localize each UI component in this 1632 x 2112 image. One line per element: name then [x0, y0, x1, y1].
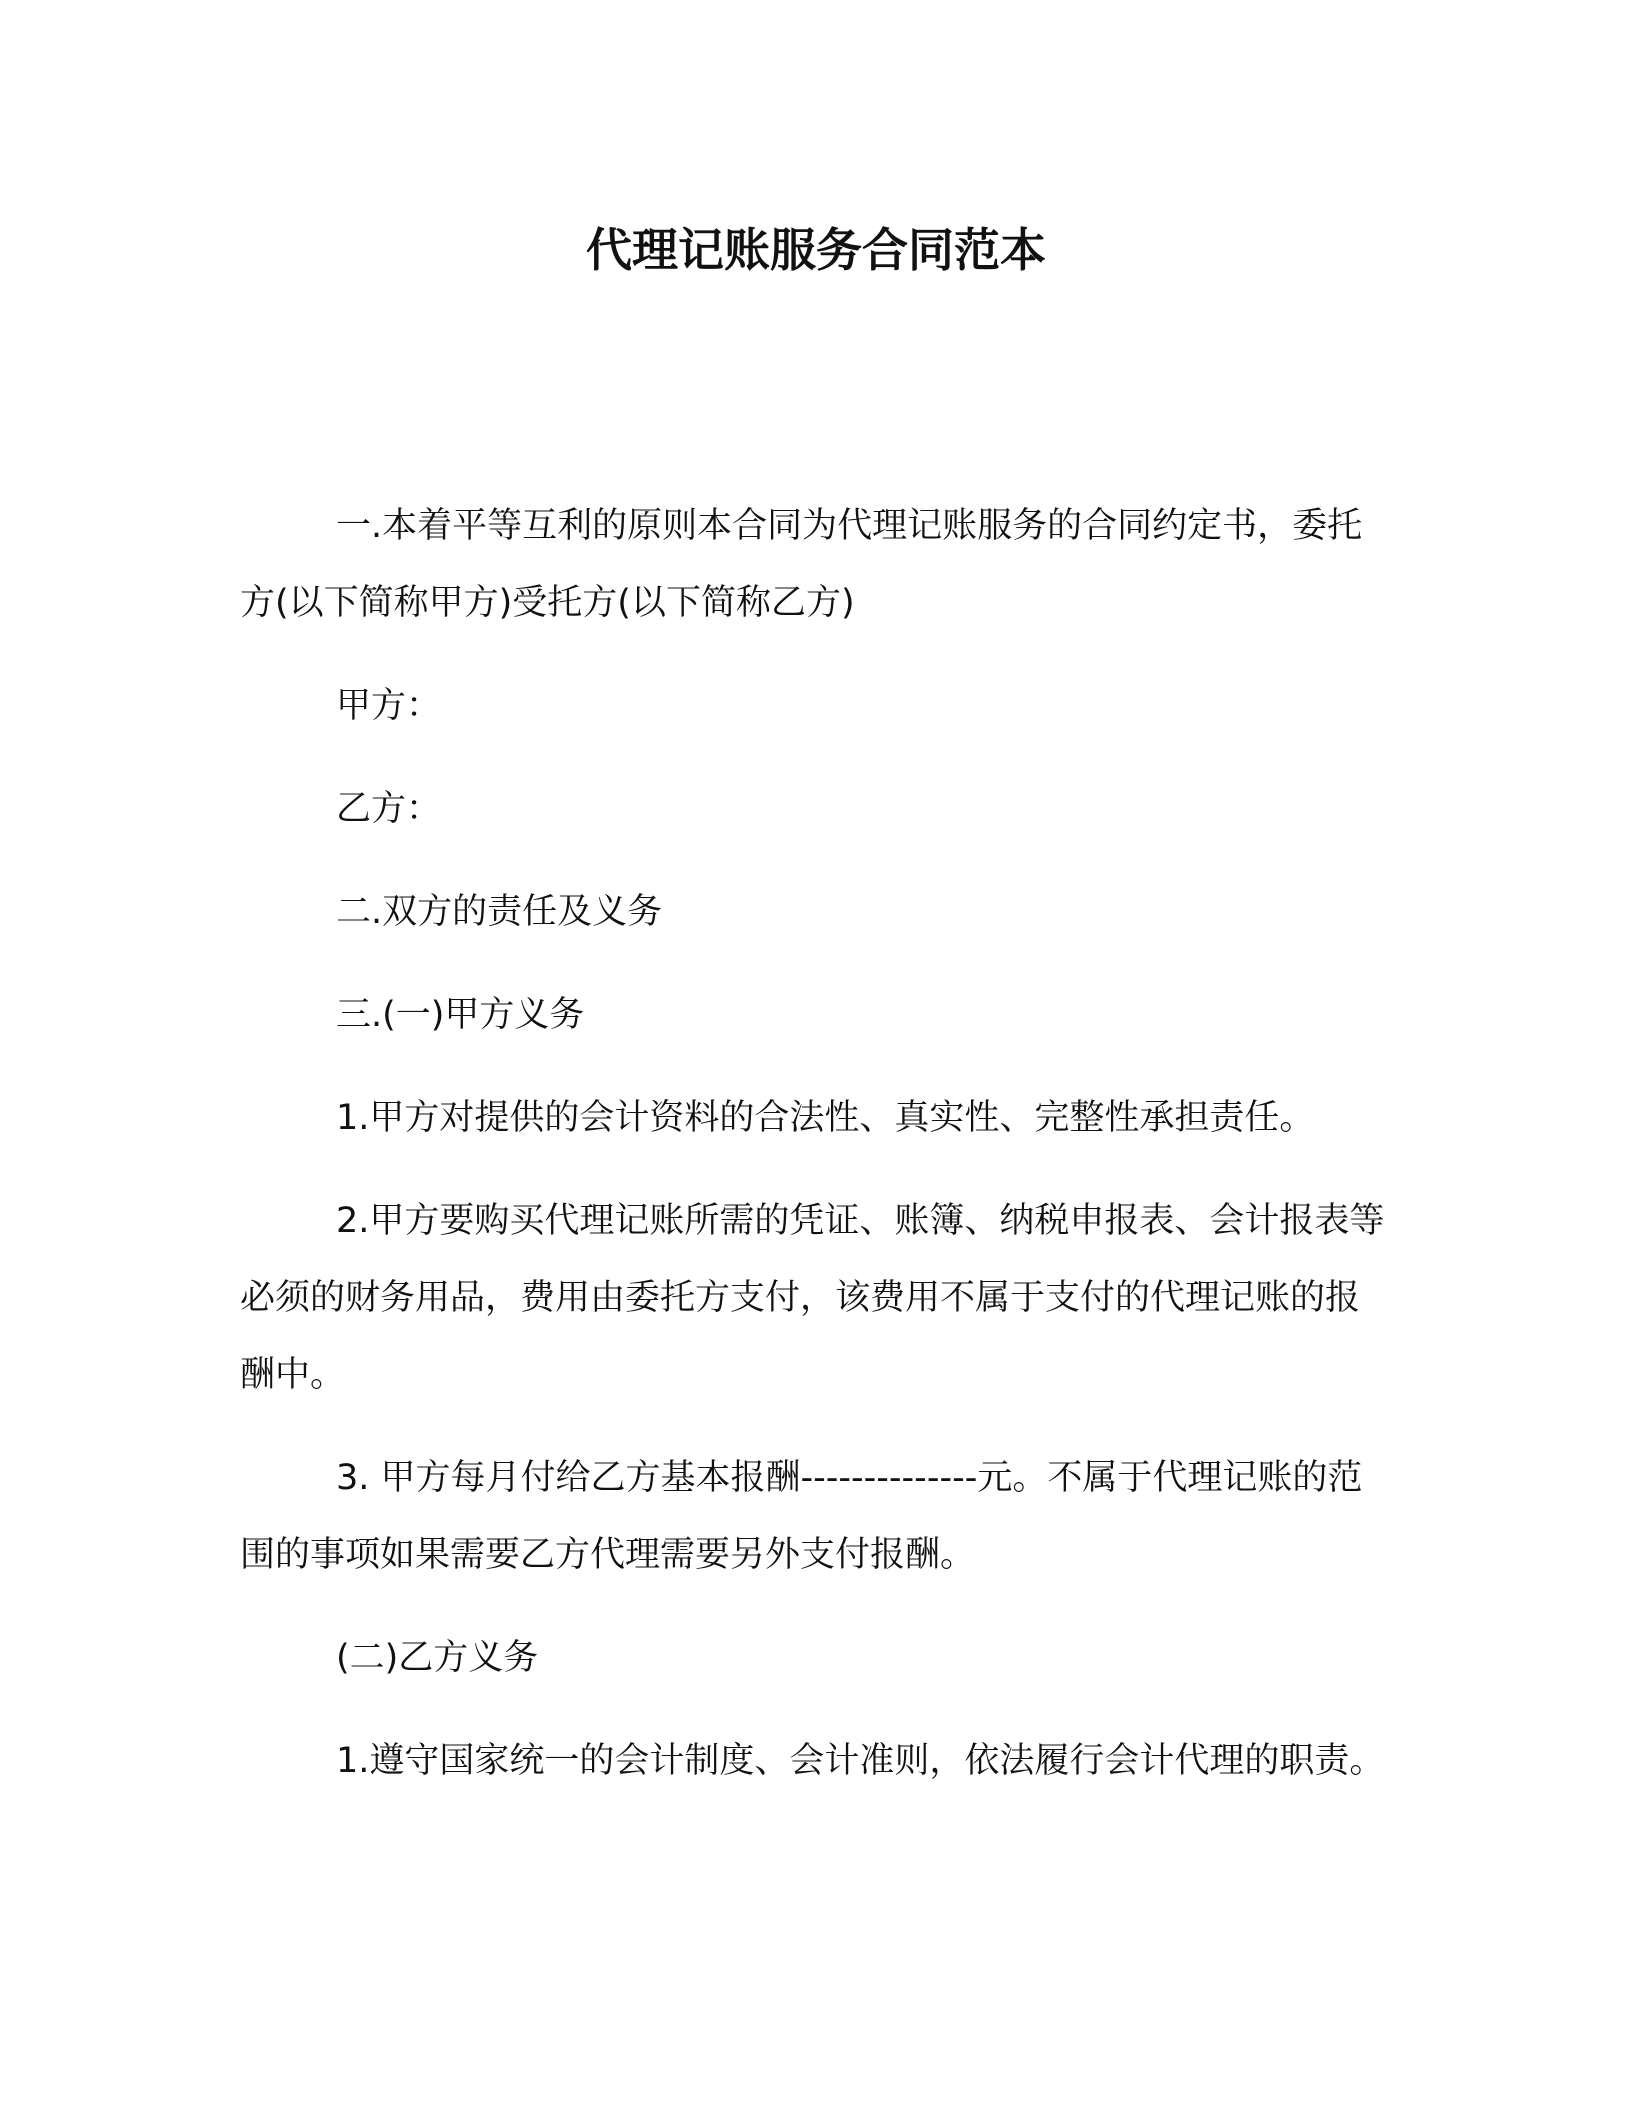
paragraph-party-b: 乙方：	[336, 789, 442, 829]
paragraph-section-3: 三.(一)甲方义务	[336, 995, 585, 1035]
paragraph-b-duties-heading: (二)乙方义务	[336, 1638, 539, 1678]
paragraph-party-a: 甲方：	[336, 686, 442, 726]
paragraph-section-2: 二.双方的责任及义务	[336, 892, 663, 932]
paragraph-intro: 一.本着平等互利的原则本合同为代理记账服务的合同约定书，委托方(以下简称甲方)受托方(以下简称乙方)	[240, 506, 1363, 623]
document-title: 代理记账服务合同范本	[586, 223, 1046, 277]
paragraph-a-duty-2: 2.甲方要购买代理记账所需的凭证、账簿、纳税申报表、会计报表等必须的财务用品，费用由委托方支付，该费用不属于支付的代理记账的报酬中。	[240, 1201, 1385, 1395]
paragraph-a-duty-1: 1.甲方对提供的会计资料的合法性、真实性、完整性承担责任。	[336, 1098, 1315, 1138]
document-body	[240, 488, 1390, 1826]
paragraph-a-duty-3: 3. 甲方每月付给乙方基本报酬--------------元。不属于代理记账的范围的事项如果需要乙方代理需要另外支付报酬。	[240, 1458, 1363, 1575]
paragraph-b-duty-1: 1.遵守国家统一的会计制度、会计准则，依法履行会计代理的职责。	[336, 1741, 1385, 1781]
